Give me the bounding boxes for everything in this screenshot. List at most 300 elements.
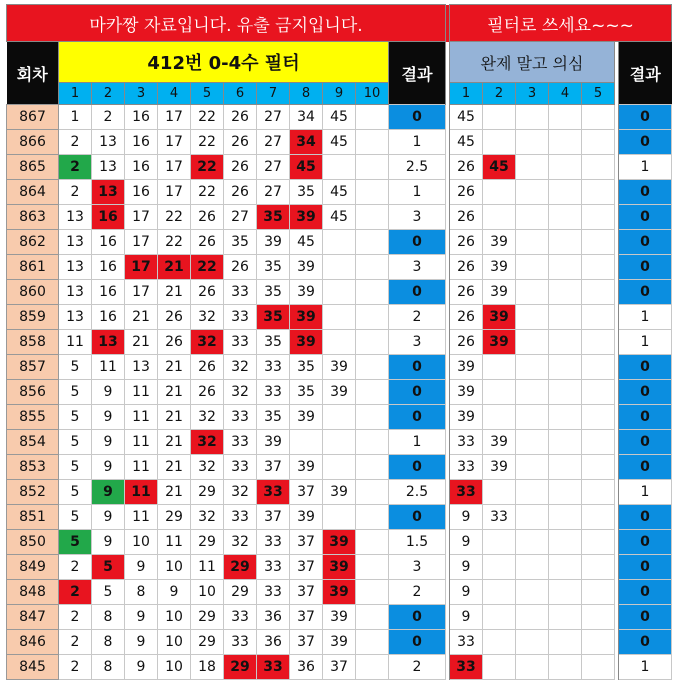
result2-cell: 1 bbox=[619, 330, 672, 355]
filter-number-cell: 1 bbox=[59, 105, 92, 130]
result-cell: 1 bbox=[389, 130, 446, 155]
exclusion-number-cell bbox=[582, 605, 615, 630]
filter-number-cell: 22 bbox=[191, 255, 224, 280]
filter-number-cell: 35 bbox=[257, 305, 290, 330]
filter-number-cell: 11 bbox=[59, 330, 92, 355]
table-row bbox=[7, 130, 672, 155]
filter-number-cell: 2 bbox=[59, 605, 92, 630]
result-cell: 2 bbox=[389, 655, 446, 680]
result-cell: 2 bbox=[389, 305, 446, 330]
filter-number-cell: 39 bbox=[290, 330, 323, 355]
filter-number-cell: 13 bbox=[92, 155, 125, 180]
filter-number-cell: 39 bbox=[323, 530, 356, 555]
filter-number-cell: 11 bbox=[125, 430, 158, 455]
filter-column-number: 1 bbox=[59, 83, 92, 105]
filter-number-cell: 33 bbox=[257, 355, 290, 380]
filter-number-cell: 13 bbox=[125, 355, 158, 380]
result-cell: 3 bbox=[389, 330, 446, 355]
table-row bbox=[7, 455, 672, 480]
exclusion-number-cell bbox=[582, 580, 615, 605]
filter-number-cell: 33 bbox=[257, 580, 290, 605]
filter-number-cell: 9 bbox=[125, 605, 158, 630]
filter-column-number: 4 bbox=[158, 83, 191, 105]
filter-number-cell: 26 bbox=[191, 230, 224, 255]
exclusion-number-cell bbox=[549, 580, 582, 605]
exclusion-number-cell bbox=[549, 355, 582, 380]
filter-number-cell: 17 bbox=[125, 205, 158, 230]
exclusion-number-cell: 33 bbox=[450, 480, 483, 505]
filter-number-cell: 11 bbox=[125, 405, 158, 430]
exclusion-number-cell: 9 bbox=[450, 555, 483, 580]
filter-number-cell: 26 bbox=[224, 105, 257, 130]
filter-number-cell: 32 bbox=[191, 505, 224, 530]
filter-number-cell: 33 bbox=[257, 655, 290, 680]
filter-column-number: 3 bbox=[125, 83, 158, 105]
filter-number-cell: 5 bbox=[92, 580, 125, 605]
title-row bbox=[7, 42, 672, 83]
filter-number-cell bbox=[356, 655, 389, 680]
result2-cell: 0 bbox=[619, 605, 672, 630]
filter-number-cell: 11 bbox=[158, 530, 191, 555]
filter-number-cell: 33 bbox=[224, 505, 257, 530]
exclusion-number-cell: 39 bbox=[483, 280, 516, 305]
exclusion-number-cell: 39 bbox=[483, 255, 516, 280]
filter-number-cell: 2 bbox=[59, 580, 92, 605]
filter-number-cell: 9 bbox=[92, 505, 125, 530]
filter-number-cell: 13 bbox=[59, 280, 92, 305]
filter-number-cell: 39 bbox=[290, 255, 323, 280]
filter-number-cell bbox=[323, 255, 356, 280]
exclusion-number-cell: 9 bbox=[450, 580, 483, 605]
filter-number-cell: 45 bbox=[323, 105, 356, 130]
result2-cell: 0 bbox=[619, 555, 672, 580]
exclusion-number-cell bbox=[516, 205, 549, 230]
filter-number-cell: 21 bbox=[125, 330, 158, 355]
exclusion-number-cell: 39 bbox=[450, 380, 483, 405]
filter-number-cell: 5 bbox=[59, 355, 92, 380]
filter-number-cell: 21 bbox=[158, 355, 191, 380]
filter-number-cell: 21 bbox=[125, 305, 158, 330]
filter-number-cell: 33 bbox=[224, 455, 257, 480]
filter-number-cell bbox=[290, 430, 323, 455]
filter-number-cell bbox=[356, 605, 389, 630]
filter-number-cell: 2 bbox=[59, 180, 92, 205]
exclusion-number-cell bbox=[483, 180, 516, 205]
result-cell: 1 bbox=[389, 180, 446, 205]
exclusion-number-cell bbox=[516, 105, 549, 130]
filter-number-cell: 26 bbox=[224, 180, 257, 205]
table-row bbox=[7, 155, 672, 180]
exclusion-number-cell bbox=[516, 530, 549, 555]
filter-number-cell: 32 bbox=[191, 405, 224, 430]
filter-number-cell bbox=[356, 330, 389, 355]
exclusion-number-cell bbox=[582, 555, 615, 580]
exclusion-number-cell bbox=[549, 155, 582, 180]
filter-number-cell: 39 bbox=[290, 455, 323, 480]
filter-number-cell: 16 bbox=[125, 130, 158, 155]
filter-number-cell: 39 bbox=[323, 580, 356, 605]
filter-number-cell: 10 bbox=[158, 555, 191, 580]
filter-number-cell: 2 bbox=[92, 105, 125, 130]
exclusion-number-cell bbox=[549, 655, 582, 680]
filter-number-cell: 21 bbox=[158, 405, 191, 430]
result2-column-header: 결과 bbox=[619, 42, 672, 105]
exclusion-number-cell bbox=[516, 255, 549, 280]
filter-number-cell bbox=[356, 205, 389, 230]
result2-cell: 0 bbox=[619, 105, 672, 130]
exclusion-number-cell bbox=[549, 430, 582, 455]
filter-number-cell: 5 bbox=[59, 380, 92, 405]
exclusion-number-cell bbox=[483, 630, 516, 655]
filter-number-cell: 33 bbox=[224, 405, 257, 430]
filter-number-cell: 33 bbox=[224, 605, 257, 630]
filter-number-cell: 17 bbox=[158, 130, 191, 155]
filter-number-cell: 39 bbox=[290, 205, 323, 230]
exclusion-number-cell bbox=[549, 555, 582, 580]
exclusion-number-cell: 33 bbox=[450, 455, 483, 480]
round-number-cell: 865 bbox=[7, 155, 59, 180]
filter-number-cell bbox=[356, 580, 389, 605]
column-number-row bbox=[7, 83, 672, 105]
result-cell: 0 bbox=[389, 380, 446, 405]
exclusion-number-cell bbox=[549, 105, 582, 130]
round-number-cell: 862 bbox=[7, 230, 59, 255]
filter-number-cell: 5 bbox=[59, 530, 92, 555]
exclusion-number-cell bbox=[483, 405, 516, 430]
exclusion-number-cell: 26 bbox=[450, 305, 483, 330]
filter-number-cell bbox=[323, 330, 356, 355]
filter-number-cell bbox=[356, 280, 389, 305]
round-number-cell: 851 bbox=[7, 505, 59, 530]
exclusion-number-cell: 26 bbox=[450, 330, 483, 355]
result-cell: 3 bbox=[389, 555, 446, 580]
filter-number-cell: 35 bbox=[257, 405, 290, 430]
filter-number-cell: 5 bbox=[59, 455, 92, 480]
filter-number-cell: 45 bbox=[323, 130, 356, 155]
filter-number-cell: 39 bbox=[323, 380, 356, 405]
filter-number-cell bbox=[356, 105, 389, 130]
filter-number-cell: 21 bbox=[158, 380, 191, 405]
banner-right: 필터로 쓰세요~~~ bbox=[450, 5, 672, 42]
table-row bbox=[7, 555, 672, 580]
filter-column-number: 10 bbox=[356, 83, 389, 105]
exclusion-number-cell bbox=[549, 605, 582, 630]
exclusion-number-cell: 26 bbox=[450, 280, 483, 305]
exclusion-number-cell: 45 bbox=[450, 105, 483, 130]
filter-column-number: 5 bbox=[191, 83, 224, 105]
filter-number-cell: 39 bbox=[323, 605, 356, 630]
filter-number-cell bbox=[356, 430, 389, 455]
exclusion-column-number: 3 bbox=[516, 83, 549, 105]
table-row bbox=[7, 430, 672, 455]
table-row bbox=[7, 480, 672, 505]
filter-number-cell: 39 bbox=[323, 480, 356, 505]
filter-number-cell: 9 bbox=[92, 480, 125, 505]
filter-number-cell: 13 bbox=[59, 230, 92, 255]
exclusion-number-cell bbox=[582, 180, 615, 205]
filter-number-cell bbox=[356, 480, 389, 505]
filter-number-cell: 16 bbox=[92, 280, 125, 305]
filter-number-cell: 26 bbox=[158, 330, 191, 355]
filter-number-cell: 32 bbox=[191, 430, 224, 455]
filter-number-cell bbox=[356, 405, 389, 430]
filter-number-cell: 5 bbox=[92, 555, 125, 580]
filter-number-cell: 36 bbox=[257, 605, 290, 630]
filter-number-cell: 16 bbox=[92, 305, 125, 330]
exclusion-number-cell bbox=[483, 555, 516, 580]
filter-number-cell: 5 bbox=[59, 505, 92, 530]
filter-number-cell bbox=[356, 305, 389, 330]
exclusion-number-cell bbox=[516, 380, 549, 405]
filter-number-cell: 29 bbox=[191, 480, 224, 505]
exclusion-number-cell: 9 bbox=[450, 505, 483, 530]
round-number-cell: 854 bbox=[7, 430, 59, 455]
filter-number-cell bbox=[356, 155, 389, 180]
filter-number-cell: 39 bbox=[290, 305, 323, 330]
exclusion-number-cell bbox=[483, 530, 516, 555]
filter-number-cell: 8 bbox=[92, 655, 125, 680]
exclusion-number-cell: 33 bbox=[450, 630, 483, 655]
exclusion-number-cell: 45 bbox=[483, 155, 516, 180]
exclusion-number-cell bbox=[516, 305, 549, 330]
filter-column-number: 8 bbox=[290, 83, 323, 105]
filter-number-cell: 22 bbox=[191, 105, 224, 130]
round-number-cell: 848 bbox=[7, 580, 59, 605]
exclusion-number-cell bbox=[549, 380, 582, 405]
filter-number-cell: 5 bbox=[59, 430, 92, 455]
filter-number-cell: 29 bbox=[224, 555, 257, 580]
filter-number-cell: 33 bbox=[257, 480, 290, 505]
banner-left: 마카짱 자료입니다. 유출 금지입니다. bbox=[7, 5, 446, 42]
filter-number-cell: 17 bbox=[158, 180, 191, 205]
exclusion-number-cell bbox=[582, 405, 615, 430]
exclusion-number-cell bbox=[549, 330, 582, 355]
exclusion-number-cell bbox=[483, 355, 516, 380]
filter-number-cell: 9 bbox=[125, 630, 158, 655]
filter-number-cell: 17 bbox=[125, 230, 158, 255]
filter-number-cell: 29 bbox=[158, 505, 191, 530]
result-cell: 0 bbox=[389, 630, 446, 655]
round-number-cell: 857 bbox=[7, 355, 59, 380]
filter-number-cell: 33 bbox=[224, 630, 257, 655]
exclusion-number-cell bbox=[582, 505, 615, 530]
result-cell: 0 bbox=[389, 455, 446, 480]
result-cell: 0 bbox=[389, 355, 446, 380]
filter-number-cell: 21 bbox=[158, 480, 191, 505]
result-cell: 1 bbox=[389, 430, 446, 455]
exclusion-number-cell: 26 bbox=[450, 230, 483, 255]
table-row bbox=[7, 105, 672, 130]
exclusion-number-cell bbox=[582, 530, 615, 555]
round-column-header: 회차 bbox=[7, 42, 59, 105]
filter-number-cell: 37 bbox=[290, 630, 323, 655]
filter-number-cell bbox=[323, 155, 356, 180]
exclusion-column-number: 5 bbox=[582, 83, 615, 105]
filter-number-cell: 22 bbox=[158, 205, 191, 230]
filter-number-cell: 26 bbox=[158, 305, 191, 330]
table-row bbox=[7, 180, 672, 205]
exclusion-number-cell bbox=[516, 480, 549, 505]
filter-number-cell: 22 bbox=[191, 130, 224, 155]
result2-cell: 1 bbox=[619, 655, 672, 680]
sheet-body bbox=[7, 5, 672, 680]
result-cell: 3 bbox=[389, 205, 446, 230]
filter-number-cell: 27 bbox=[257, 130, 290, 155]
exclusion-number-cell bbox=[582, 105, 615, 130]
filter-number-cell: 39 bbox=[290, 280, 323, 305]
filter-number-cell: 17 bbox=[158, 155, 191, 180]
filter-number-cell: 37 bbox=[323, 655, 356, 680]
filter-number-cell: 2 bbox=[59, 630, 92, 655]
filter-number-cell bbox=[356, 380, 389, 405]
exclusion-number-cell bbox=[582, 655, 615, 680]
exclusion-number-cell: 39 bbox=[483, 330, 516, 355]
filter-number-cell: 21 bbox=[158, 455, 191, 480]
exclusion-number-cell bbox=[483, 380, 516, 405]
filter-number-cell: 9 bbox=[92, 530, 125, 555]
filter-number-cell: 9 bbox=[92, 380, 125, 405]
filter-number-cell: 32 bbox=[224, 530, 257, 555]
exclusion-number-cell: 9 bbox=[450, 530, 483, 555]
filter-column-number: 7 bbox=[257, 83, 290, 105]
filter-number-cell: 39 bbox=[257, 230, 290, 255]
result2-cell: 1 bbox=[619, 480, 672, 505]
result-cell: 0 bbox=[389, 105, 446, 130]
exclusion-number-cell bbox=[582, 305, 615, 330]
round-number-cell: 861 bbox=[7, 255, 59, 280]
exclusion-number-cell bbox=[483, 105, 516, 130]
round-number-cell: 847 bbox=[7, 605, 59, 630]
filter-number-cell: 2 bbox=[59, 155, 92, 180]
filter-number-cell: 33 bbox=[257, 380, 290, 405]
filter-number-cell bbox=[323, 280, 356, 305]
result-cell: 0 bbox=[389, 405, 446, 430]
exclusion-number-cell bbox=[582, 155, 615, 180]
filter-number-cell: 32 bbox=[191, 455, 224, 480]
table-row bbox=[7, 605, 672, 630]
table-row bbox=[7, 530, 672, 555]
filter-number-cell: 16 bbox=[92, 205, 125, 230]
filter-number-cell: 27 bbox=[257, 155, 290, 180]
filter-number-cell: 10 bbox=[158, 605, 191, 630]
result2-cell: 0 bbox=[619, 580, 672, 605]
filter-number-cell: 37 bbox=[290, 480, 323, 505]
exclusion-number-cell bbox=[516, 455, 549, 480]
result2-cell: 0 bbox=[619, 230, 672, 255]
filter-number-cell: 35 bbox=[257, 205, 290, 230]
exclusion-number-cell bbox=[516, 605, 549, 630]
lottery-filter-sheet bbox=[6, 4, 672, 680]
result-cell: 0 bbox=[389, 605, 446, 630]
table-row bbox=[7, 405, 672, 430]
exclusion-column-number: 2 bbox=[483, 83, 516, 105]
filter-number-cell bbox=[323, 430, 356, 455]
filter-number-cell: 21 bbox=[158, 255, 191, 280]
filter-number-cell bbox=[356, 180, 389, 205]
exclusion-number-cell bbox=[582, 205, 615, 230]
result2-cell: 0 bbox=[619, 530, 672, 555]
filter-number-cell: 26 bbox=[224, 255, 257, 280]
filter-number-cell: 37 bbox=[257, 505, 290, 530]
filter-number-cell bbox=[323, 505, 356, 530]
round-number-cell: 858 bbox=[7, 330, 59, 355]
filter-number-cell bbox=[356, 130, 389, 155]
exclusion-number-cell: 26 bbox=[450, 180, 483, 205]
filter-number-cell: 36 bbox=[290, 655, 323, 680]
filter-number-cell bbox=[323, 405, 356, 430]
round-number-cell: 853 bbox=[7, 455, 59, 480]
exclusion-number-cell bbox=[549, 505, 582, 530]
round-number-cell: 866 bbox=[7, 130, 59, 155]
filter-number-cell bbox=[323, 455, 356, 480]
exclusion-number-cell bbox=[516, 130, 549, 155]
table-row bbox=[7, 655, 672, 680]
filter-number-cell: 16 bbox=[92, 230, 125, 255]
result2-cell: 0 bbox=[619, 130, 672, 155]
filter-number-cell: 16 bbox=[125, 155, 158, 180]
exclusion-number-cell bbox=[582, 380, 615, 405]
filter-number-cell: 11 bbox=[125, 380, 158, 405]
exclusion-number-cell: 45 bbox=[450, 130, 483, 155]
filter-number-cell: 34 bbox=[290, 105, 323, 130]
exclusion-number-cell bbox=[516, 355, 549, 380]
result2-cell: 0 bbox=[619, 180, 672, 205]
exclusion-number-cell bbox=[582, 330, 615, 355]
exclusion-number-cell bbox=[516, 630, 549, 655]
exclusion-number-cell bbox=[549, 455, 582, 480]
filter-number-cell: 26 bbox=[191, 280, 224, 305]
exclusion-number-cell bbox=[549, 255, 582, 280]
filter-number-cell bbox=[356, 455, 389, 480]
filter-number-cell: 11 bbox=[125, 455, 158, 480]
exclusion-number-cell bbox=[516, 330, 549, 355]
filter-number-cell: 21 bbox=[158, 280, 191, 305]
filter-number-cell: 29 bbox=[191, 530, 224, 555]
exclusion-number-cell bbox=[549, 130, 582, 155]
exclusion-number-cell bbox=[582, 255, 615, 280]
filter-number-cell: 32 bbox=[191, 305, 224, 330]
filter-number-cell: 16 bbox=[125, 105, 158, 130]
table-row bbox=[7, 205, 672, 230]
round-number-cell: 846 bbox=[7, 630, 59, 655]
exclusion-number-cell: 39 bbox=[450, 405, 483, 430]
exclusion-number-cell bbox=[549, 480, 582, 505]
filter-number-cell: 13 bbox=[59, 255, 92, 280]
filter-column-number: 9 bbox=[323, 83, 356, 105]
filter-number-cell: 18 bbox=[191, 655, 224, 680]
exclusion-number-cell bbox=[582, 280, 615, 305]
filter-number-cell: 2 bbox=[59, 130, 92, 155]
result2-cell: 0 bbox=[619, 630, 672, 655]
filter-number-cell: 17 bbox=[125, 280, 158, 305]
filter-number-cell: 29 bbox=[224, 655, 257, 680]
filter-number-cell bbox=[356, 630, 389, 655]
filter-number-cell: 39 bbox=[257, 430, 290, 455]
filter-number-cell: 9 bbox=[92, 430, 125, 455]
exclusion-number-cell bbox=[516, 505, 549, 530]
exclusion-number-cell bbox=[516, 655, 549, 680]
round-number-cell: 859 bbox=[7, 305, 59, 330]
result2-cell: 0 bbox=[619, 205, 672, 230]
result2-cell: 0 bbox=[619, 280, 672, 305]
filter-number-cell: 29 bbox=[191, 605, 224, 630]
result-cell: 3 bbox=[389, 255, 446, 280]
exclusion-number-cell bbox=[516, 430, 549, 455]
result2-cell: 0 bbox=[619, 430, 672, 455]
filter-number-cell: 9 bbox=[92, 405, 125, 430]
filter-number-cell: 35 bbox=[224, 230, 257, 255]
result2-cell: 0 bbox=[619, 255, 672, 280]
